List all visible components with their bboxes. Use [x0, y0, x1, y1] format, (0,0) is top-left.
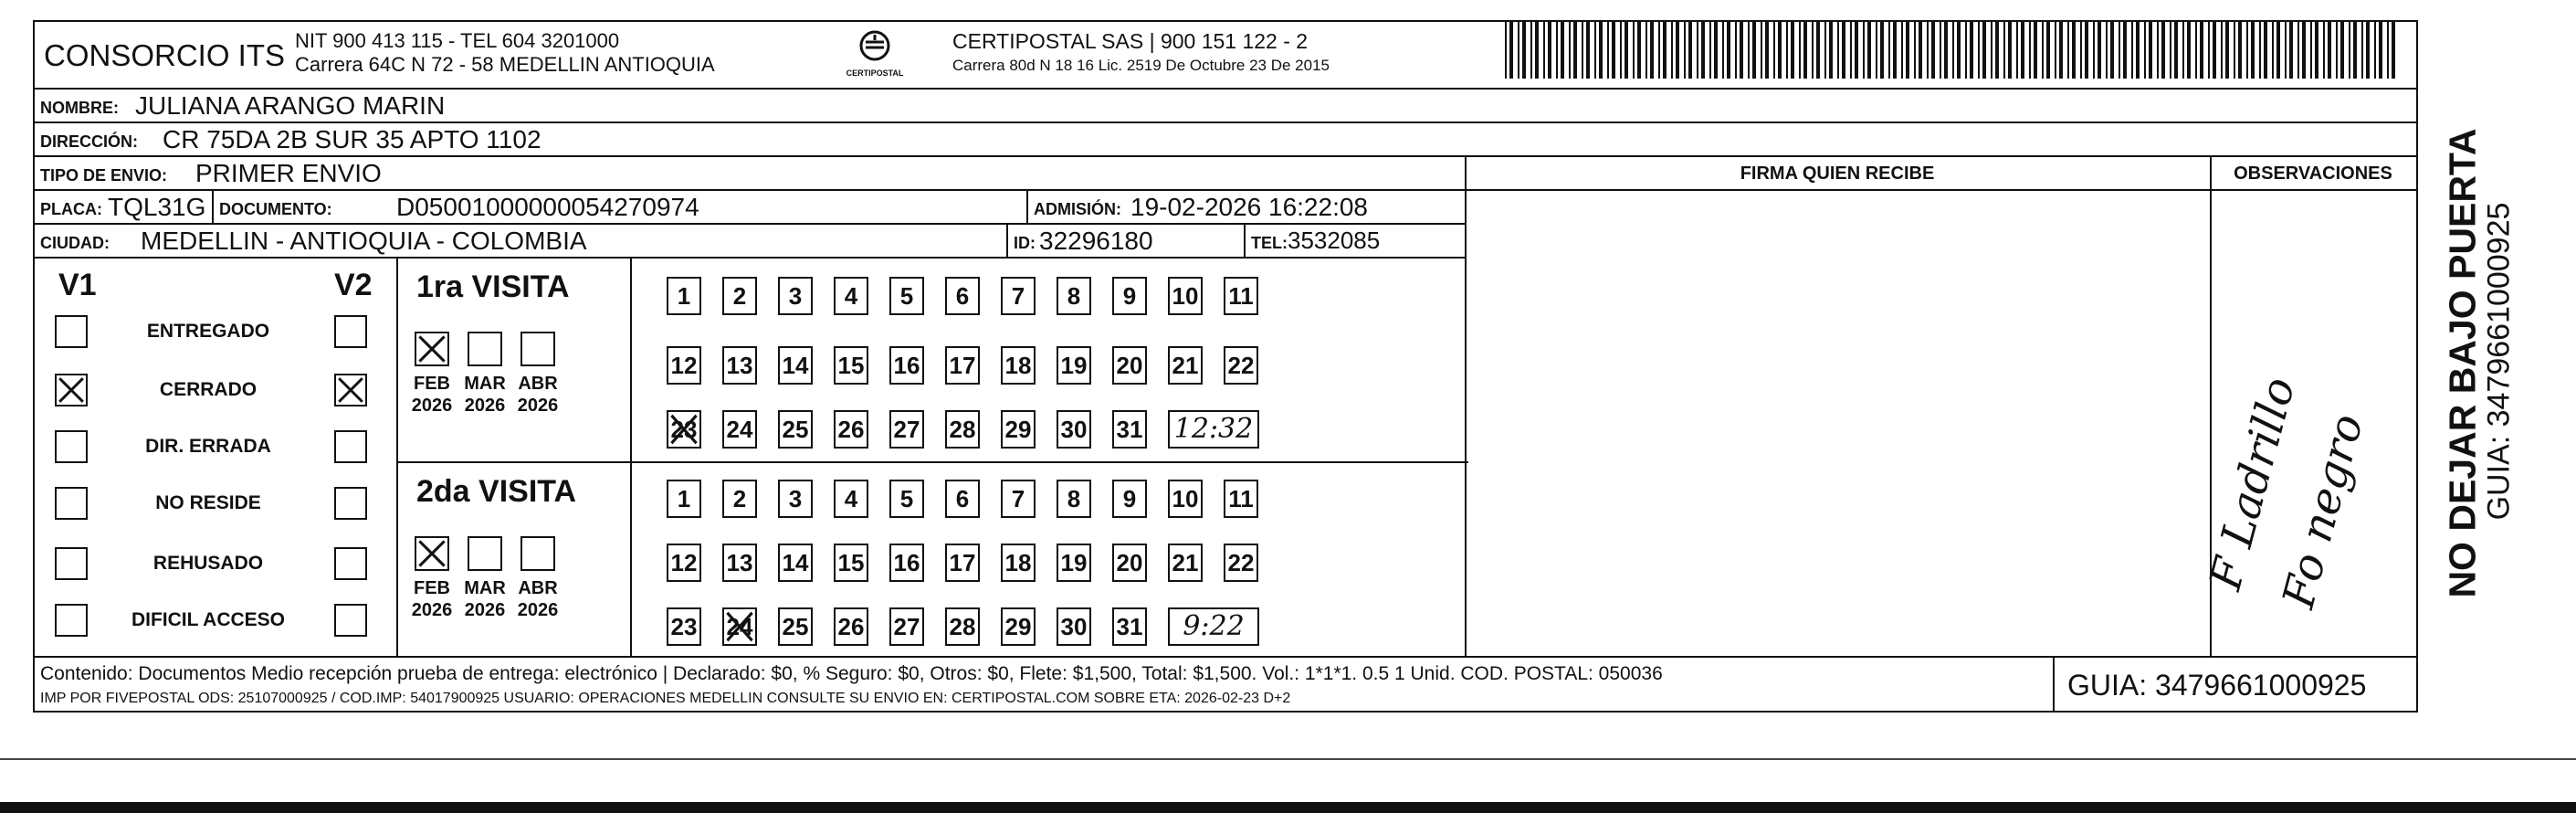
day-box[interactable]: 21 [1168, 544, 1203, 582]
placa-label: PLACA: [40, 200, 102, 218]
day-box[interactable]: 14 [778, 544, 813, 582]
day-box[interactable]: 11 [1224, 277, 1258, 315]
v2-checkbox[interactable] [334, 547, 367, 580]
day-box[interactable]: 11 [1224, 480, 1258, 518]
day-box[interactable]: 3 [778, 480, 813, 518]
second-visit [398, 463, 1468, 658]
day-box[interactable]: 25 [778, 607, 813, 646]
day-box[interactable]: 15 [834, 544, 868, 582]
check-mark-icon [668, 412, 699, 447]
direccion-value: CR 75DA 2B SUR 35 APTO 1102 [163, 125, 541, 153]
direccion-label: DIRECCIÓN: [40, 132, 138, 151]
day-box[interactable]: 4 [834, 480, 868, 518]
year-label: 2026 [464, 600, 506, 620]
day-box[interactable]: 17 [945, 346, 980, 385]
certipostal-logo [838, 27, 911, 84]
header-bar [33, 20, 2418, 90]
v1-checkbox[interactable] [55, 374, 88, 406]
nombre-label: NOMBRE: [40, 99, 119, 117]
check-mark-icon [336, 375, 365, 405]
v1-checkbox[interactable] [55, 315, 88, 348]
cut-line-thick [0, 802, 2576, 813]
documento-value: D05001000000054270974 [396, 193, 699, 221]
day-box[interactable]: 21 [1168, 346, 1203, 385]
day-box[interactable]: 13 [722, 346, 757, 385]
day-box[interactable]: 9 [1112, 277, 1147, 315]
month-checkbox[interactable] [468, 332, 502, 366]
tipo-envio-row [33, 157, 1467, 191]
day-box[interactable]: 26 [834, 410, 868, 449]
admision-label: ADMISIÓN: [1034, 200, 1121, 218]
day-box[interactable]: 19 [1057, 346, 1091, 385]
check-mark-icon [416, 333, 447, 364]
day-box[interactable]: 7 [1001, 480, 1036, 518]
month-checkbox[interactable] [468, 536, 502, 571]
side-guia: GUIA: 3479661000925 [2481, 202, 2517, 521]
day-box[interactable]: 23 [667, 607, 701, 646]
day-box[interactable]: 14 [778, 346, 813, 385]
month-label: MAR [464, 578, 506, 598]
ciudad-label: CIUDAD: [40, 234, 110, 252]
day-box[interactable]: 31 [1112, 410, 1147, 449]
observations-column [2199, 157, 2418, 658]
day-box[interactable]: 22 [1224, 544, 1258, 582]
company-line-2: Carrera 64C N 72 - 58 MEDELLIN ANTIOQUIA [295, 53, 715, 76]
handwritten-observation-2: Fo negro [2272, 408, 2374, 614]
day-box[interactable]: 8 [1057, 277, 1091, 315]
day-box[interactable]: 2 [722, 480, 757, 518]
side-text-block [2422, 110, 2559, 630]
day-box[interactable]: 29 [1001, 410, 1036, 449]
tracking-block [33, 259, 1467, 658]
month-checkbox[interactable] [520, 332, 555, 366]
day-box[interactable]: 12 [667, 544, 701, 582]
day-box[interactable]: 16 [889, 346, 924, 385]
id-label: ID: [1014, 234, 1036, 252]
year-label: 2026 [464, 396, 506, 416]
visit-title: 2da VISITA [416, 474, 577, 509]
day-box[interactable]: 26 [834, 607, 868, 646]
signature-header: FIRMA QUIEN RECIBE [1465, 157, 2210, 191]
footer-line-1: Contenido: Documentos Medio recepción prueba de entrega: electrónico | Declarado: $0, % Seguro: $0, Otros: $0, Flete: $1,500, Total: $1,500. Vol.: 1*1*1. 0.5 1 Unid. COD. POSTAL: 050036 [40, 663, 1663, 684]
visit-time-box[interactable]: 12:32 [1168, 410, 1259, 449]
v2-checkbox[interactable] [334, 487, 367, 520]
day-box[interactable]: 6 [945, 277, 980, 315]
day-box[interactable]: 13 [722, 544, 757, 582]
direccion-row [33, 123, 2418, 157]
month-label: ABR [518, 374, 558, 394]
year-label: 2026 [411, 396, 453, 416]
v1-checkbox[interactable] [55, 604, 88, 637]
day-box[interactable]: 30 [1057, 607, 1091, 646]
carrier-line-1: CERTIPOSTAL SAS | 900 151 122 - 2 [952, 29, 1309, 53]
carrier-line-2: Carrera 80d N 18 16 Lic. 2519 De Octubre 23 De 2015 [952, 57, 1330, 74]
status-label: DIR. ERRADA [145, 436, 271, 457]
day-box[interactable]: 22 [1224, 346, 1258, 385]
day-box[interactable]: 5 [889, 277, 924, 315]
day-box[interactable]: 6 [945, 480, 980, 518]
day-box[interactable]: 17 [945, 544, 980, 582]
day-box[interactable]: 24 [722, 607, 757, 646]
day-box[interactable]: 16 [889, 544, 924, 582]
year-label: 2026 [517, 396, 559, 416]
ciudad-value: MEDELLIN - ANTIOQUIA - COLOMBIA [141, 227, 587, 255]
month-label: ABR [518, 578, 558, 598]
day-box[interactable]: 20 [1112, 346, 1147, 385]
signature-column [1465, 157, 2212, 658]
footer [33, 656, 2418, 713]
placa-value: TQL31G [108, 193, 206, 221]
day-box[interactable]: 8 [1057, 480, 1091, 518]
day-box[interactable]: 7 [1001, 277, 1036, 315]
documento-label: DOCUMENTO: [219, 200, 332, 218]
tel-value: 3532085 [1288, 227, 1381, 254]
day-box[interactable]: 1 [667, 277, 701, 315]
logo-text: CERTIPOSTAL [846, 69, 904, 78]
ciudad-row [33, 225, 1467, 259]
day-box[interactable]: 2 [722, 277, 757, 315]
v2-checkbox[interactable] [334, 315, 367, 348]
tipo-envio-value: PRIMER ENVIO [195, 159, 382, 187]
v2-checkbox[interactable] [334, 374, 367, 406]
first-visit [398, 259, 1468, 461]
status-label: ENTREGADO [146, 321, 270, 342]
company-name: CONSORCIO ITS [44, 38, 286, 72]
admision-cell [1026, 191, 1467, 223]
day-box[interactable]: 24 [722, 410, 757, 449]
status-label: DIFICIL ACCESO [131, 609, 285, 630]
footer-line-2: IMP POR FIVEPOSTAL ODS: 25107000925 / COD.IMP: 54017900925 USUARIO: OPERACIONES MEDELLIN CONSULTE SU ENVIO EN: CERTIPOSTAL.COM SOBRE ETA: 2026-02-23 D+2 [40, 691, 1291, 706]
v2-checkbox[interactable] [334, 430, 367, 463]
day-box[interactable]: 19 [1057, 544, 1091, 582]
barcode [1505, 22, 2409, 79]
visit-title: 1ra VISITA [416, 269, 570, 304]
month-checkbox[interactable] [520, 536, 555, 571]
status-label: REHUSADO [152, 553, 264, 574]
company-line-1: NIT 900 413 115 - TEL 604 3201000 [295, 29, 620, 52]
status-label: NO RESIDE [155, 492, 261, 513]
day-box[interactable]: 27 [889, 607, 924, 646]
day-box[interactable]: 18 [1001, 544, 1036, 582]
year-label: 2026 [411, 600, 453, 620]
status-label: CERRADO [159, 379, 258, 400]
v2-label: V2 [334, 268, 373, 302]
day-box[interactable]: 27 [889, 410, 924, 449]
day-box[interactable]: 10 [1168, 480, 1203, 518]
tel-cell [1244, 225, 1467, 257]
logo-icon [857, 27, 893, 64]
day-box[interactable]: 10 [1168, 277, 1203, 315]
day-box[interactable]: 20 [1112, 544, 1147, 582]
status-list [35, 259, 400, 658]
check-mark-icon [416, 538, 447, 569]
day-box[interactable]: 29 [1001, 607, 1036, 646]
id-cell [1006, 225, 1246, 257]
v2-checkbox[interactable] [334, 604, 367, 637]
month-checkbox[interactable] [415, 536, 449, 571]
month-label: MAR [464, 374, 506, 394]
year-label: 2026 [517, 600, 559, 620]
day-box[interactable]: 15 [834, 346, 868, 385]
day-box[interactable]: 28 [945, 607, 980, 646]
day-box[interactable]: 1 [667, 480, 701, 518]
day-box[interactable]: 28 [945, 410, 980, 449]
day-box[interactable]: 4 [834, 277, 868, 315]
day-box[interactable]: 12 [667, 346, 701, 385]
admision-value: 19-02-2026 16:22:08 [1130, 193, 1368, 221]
v1-checkbox[interactable] [55, 430, 88, 463]
month-label: FEB [414, 578, 450, 598]
id-value: 32296180 [1039, 227, 1153, 255]
day-box[interactable]: 5 [889, 480, 924, 518]
v1-checkbox[interactable] [55, 547, 88, 580]
month-label: FEB [414, 374, 450, 394]
v1-checkbox[interactable] [55, 487, 88, 520]
nombre-row [33, 90, 2418, 123]
day-box[interactable]: 25 [778, 410, 813, 449]
month-checkbox[interactable] [415, 332, 449, 366]
day-box[interactable]: 31 [1112, 607, 1147, 646]
check-mark-icon [724, 609, 755, 644]
documento-cell [212, 191, 1063, 223]
tel-label: TEL: [1251, 234, 1288, 252]
day-box[interactable]: 18 [1001, 346, 1036, 385]
day-box[interactable]: 9 [1112, 480, 1147, 518]
day-box[interactable]: 23 [667, 410, 701, 449]
observations-header: OBSERVACIONES [2210, 157, 2416, 191]
v1-label: V1 [58, 268, 97, 302]
no-dejar-bajo-puerta: NO DEJAR BAJO PUERTA [2441, 128, 2484, 598]
handwritten-observation-1: F Ladrillo [2199, 372, 2306, 596]
check-mark-icon [57, 375, 86, 405]
day-box[interactable]: 3 [778, 277, 813, 315]
placa-row [33, 191, 1467, 225]
nombre-value: JULIANA ARANGO MARIN [135, 91, 446, 120]
footer-guia: GUIA: 3479661000925 [2067, 669, 2367, 702]
footer-guia-box [2053, 658, 2420, 711]
cut-line-thin [0, 758, 2576, 760]
tipo-envio-label: TIPO DE ENVIO: [40, 166, 168, 185]
visit-time-box[interactable]: 9:22 [1168, 607, 1259, 646]
day-box[interactable]: 30 [1057, 410, 1091, 449]
